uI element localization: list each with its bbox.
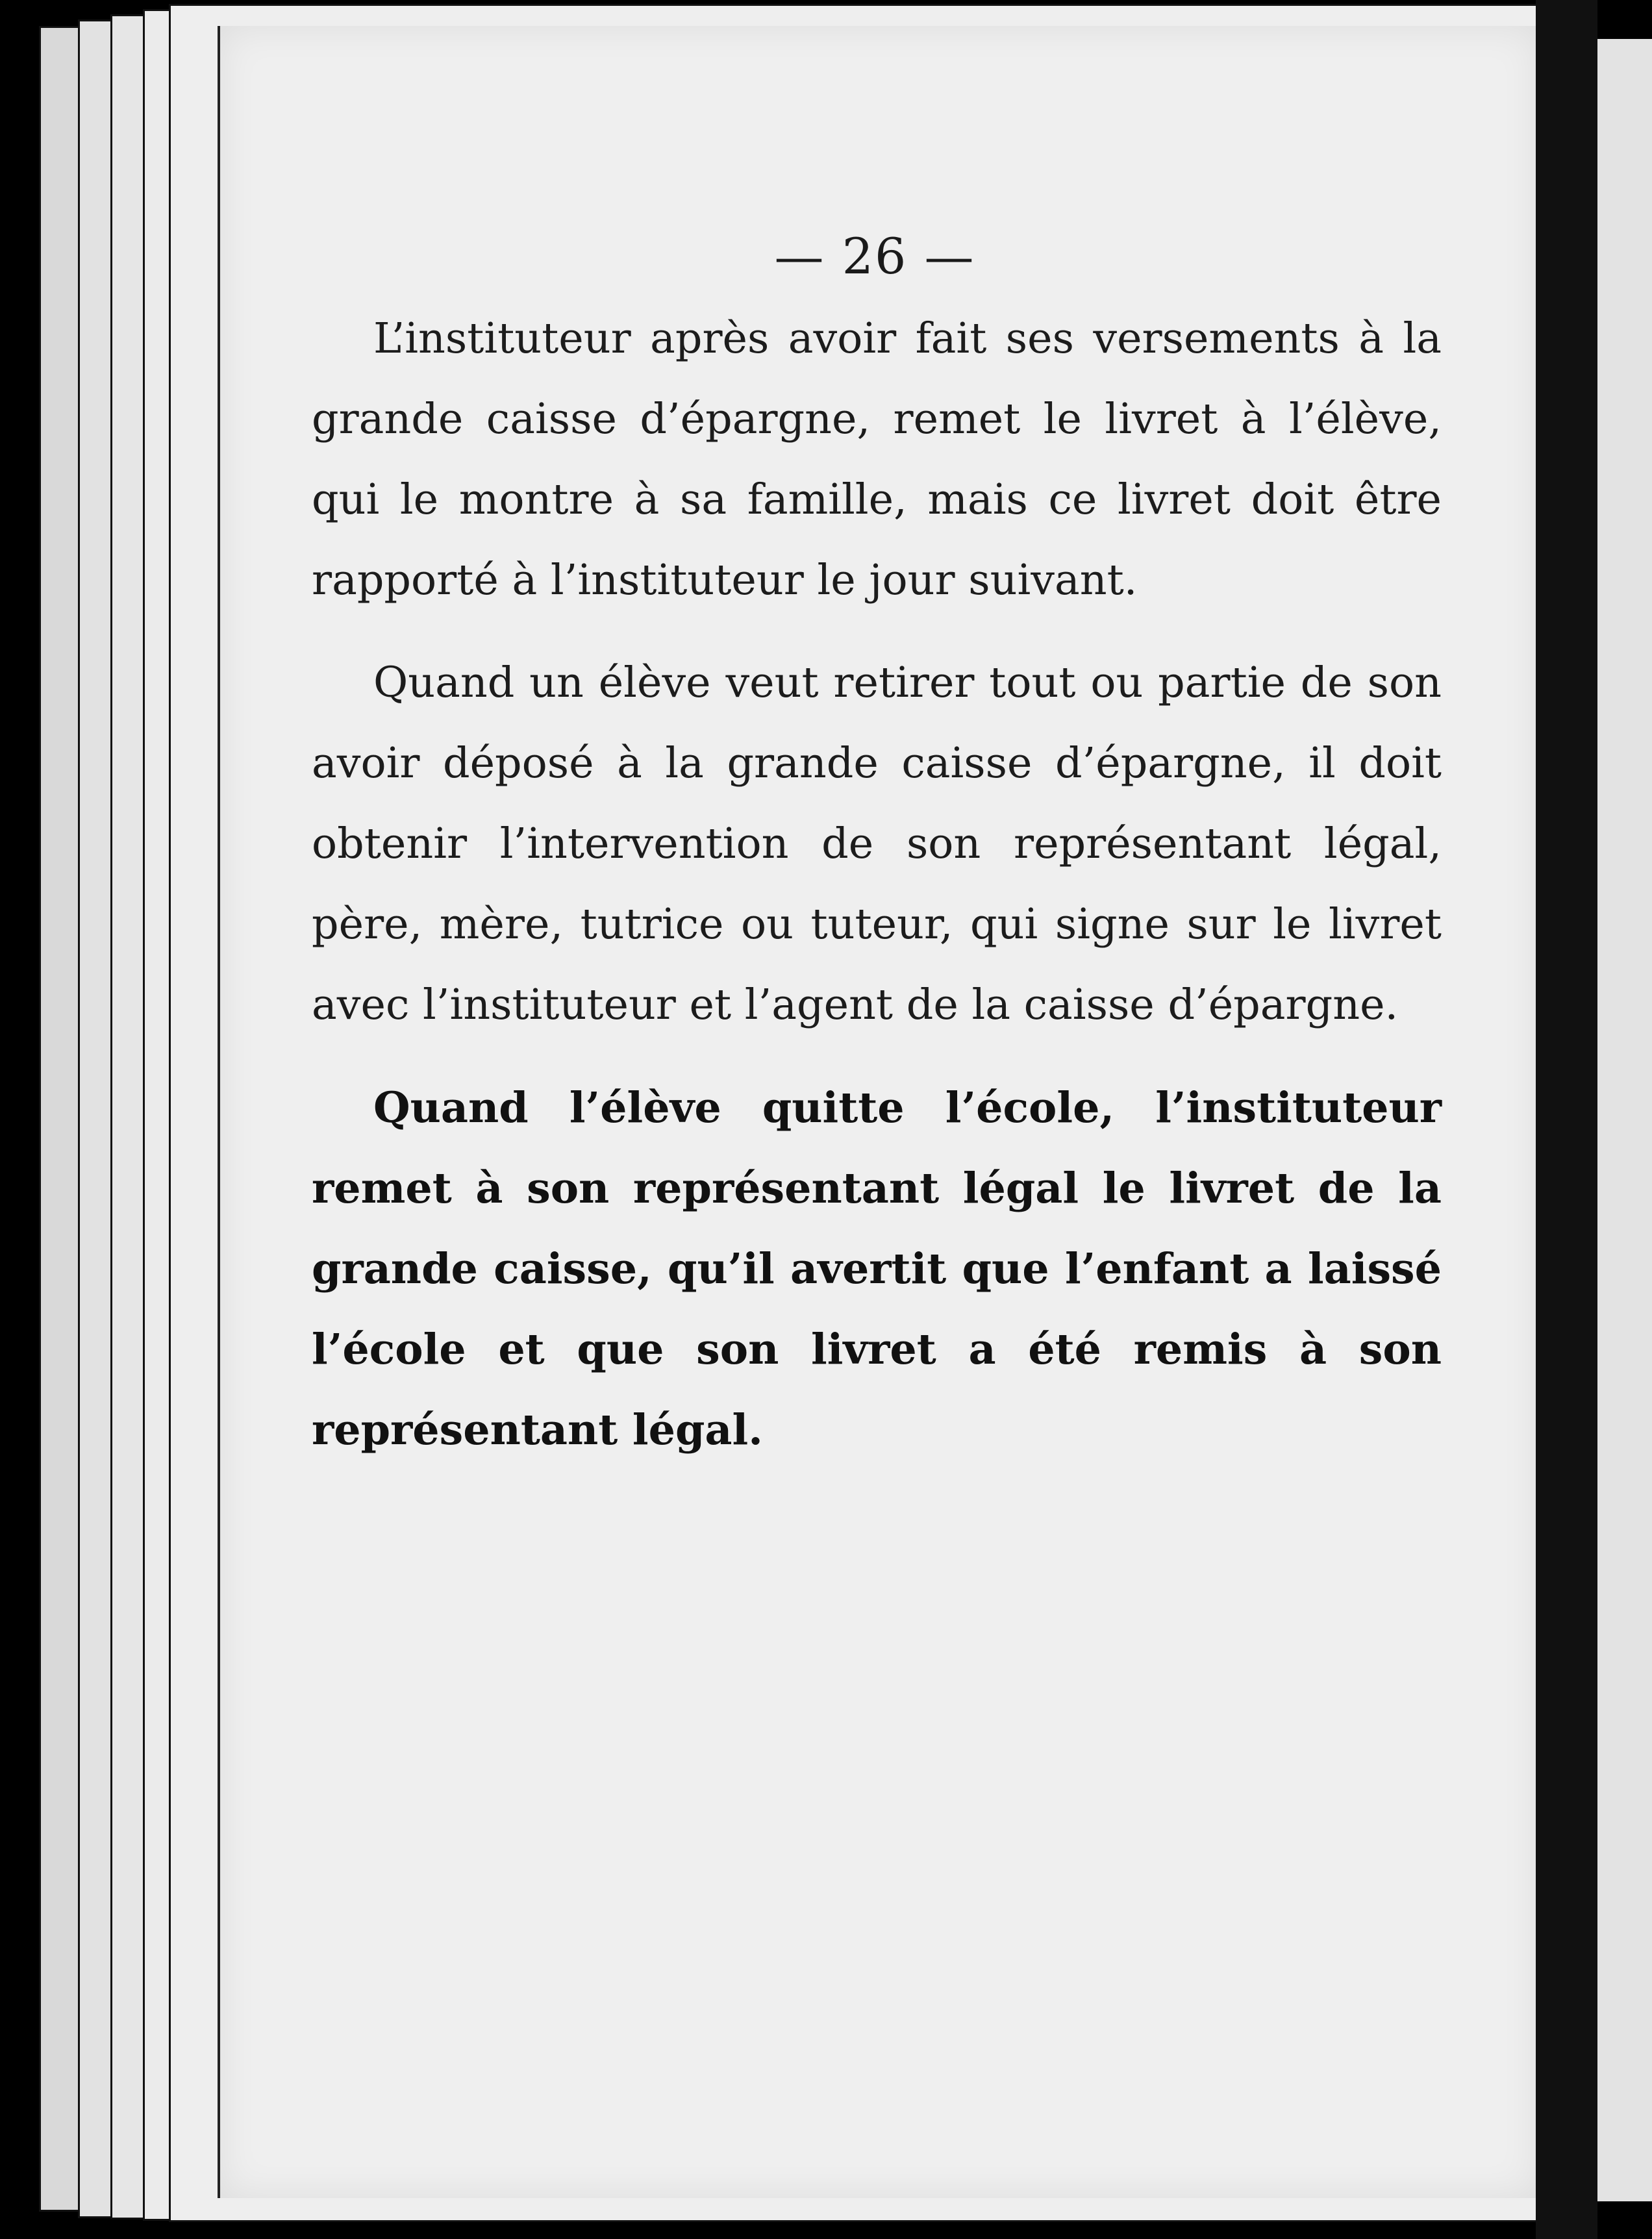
paragraph-3: Quand l’élève quitte l’école, l’instituteur remet à son représentant légal le livret de la grande caisse, qu’il avertit que l’enfant a laissé l’école et que son livret a été remis à son représentant légal.: [312, 1083, 1442, 1455]
paragraph-2: Quand un élève veut retirer tout ou partie de son avoir déposé à la grande caisse d’épargne, il doit obtenir l’intervention de son représentant légal, père, mère, tutrice ou tuteur, qui signe sur le livret avec l’instituteur et l’agent de la caisse d’épargne.: [312, 658, 1442, 1029]
page-number: — 26 —: [774, 227, 975, 285]
body-text: [312, 299, 1442, 1492]
book-binding: [1536, 0, 1597, 2239]
paragraph-1: L’instituteur après avoir fait ses versements à la grande caisse d’épargne, remet le livret à l’élève, qui le montre à sa famille, mais ce livret doit être rapporté à l’instituteur le jour suivant.: [312, 314, 1442, 605]
facing-page-edge: [1597, 39, 1652, 2201]
